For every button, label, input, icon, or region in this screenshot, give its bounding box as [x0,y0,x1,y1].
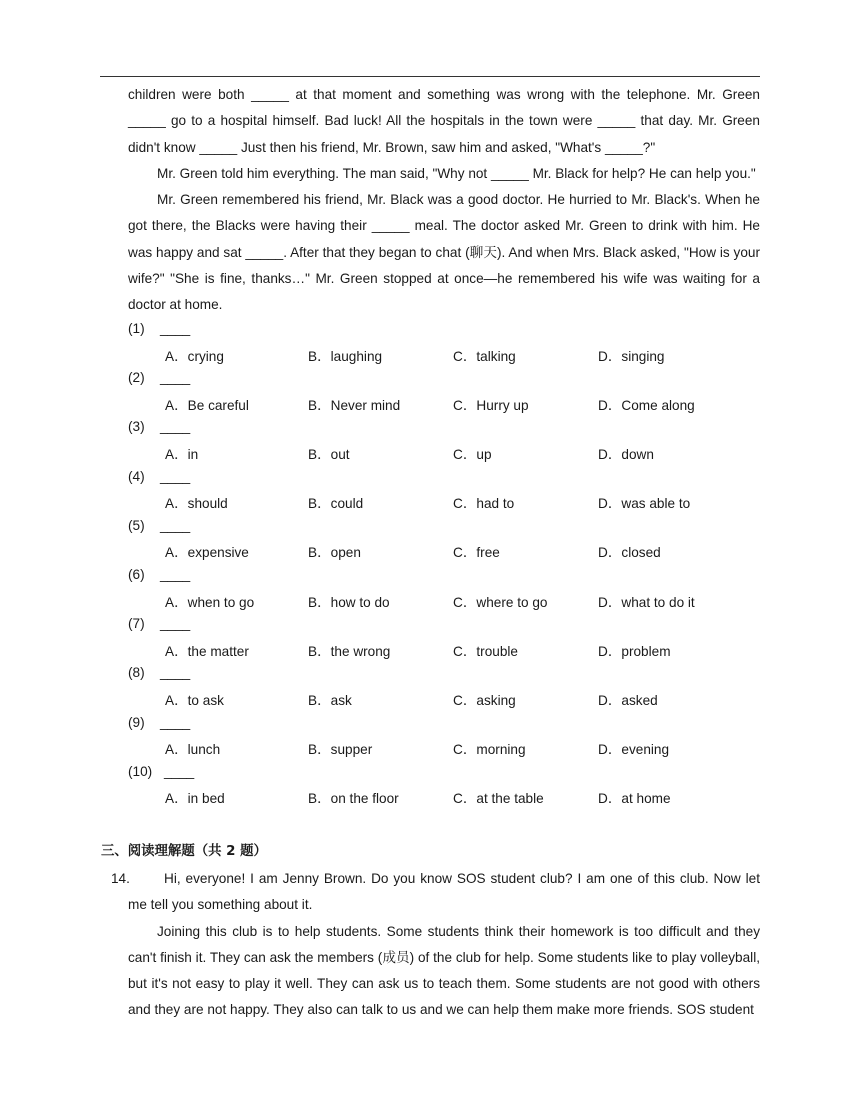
option-c[interactable]: C．had to [453,496,515,512]
option-b[interactable]: B．the wrong [308,643,391,659]
option-a[interactable]: A．Be careful [165,397,249,413]
option-a[interactable]: A．crying [165,348,224,364]
option-c[interactable]: C．asking [453,692,516,708]
option-d[interactable]: D．Come along [598,397,695,413]
answer-blank[interactable]: ____ [160,714,191,730]
question-row [128,317,768,342]
answer-blank[interactable]: ____ [160,370,191,386]
option-c[interactable]: C．free [453,545,500,561]
option-a[interactable]: A．in [165,446,199,462]
option-d[interactable]: D．asked [598,692,658,708]
header-rule [100,76,760,77]
question-number: 14. [111,871,130,886]
option-d[interactable]: D．was able to [598,496,691,512]
option-c[interactable]: C．morning [453,742,526,758]
option-d[interactable]: D．singing [598,348,665,364]
question-row [128,760,768,785]
options-row [128,784,768,809]
option-d[interactable]: D．closed [598,545,661,561]
answer-blank[interactable]: ____ [160,321,191,336]
options-row [128,391,768,416]
question-row [128,514,768,539]
answer-blank[interactable]: ____ [160,517,191,533]
passage-paragraph-2: Mr. Green told him everything. The man said, "Why not _____ Mr. Black for help? He can help you." [157,165,756,181]
option-a[interactable]: A．expensive [165,545,249,561]
answer-blank[interactable]: ____ [160,468,191,484]
q14-paragraph-2: Joining this club is to help students. Some students think their homework is too difficult and they can't finish it. They can ask the members (成员) of the club for help. Some students like to play volleyball, but it's not easy to play it well. They can ask us to teach them. Some students are not good with others and they are not happy. They also can talk to us and we can help them make more friends. SOS student [128,923,760,1018]
option-c[interactable]: C．up [453,446,492,462]
option-c[interactable]: C．trouble [453,643,518,659]
option-c[interactable]: C．at the table [453,791,544,807]
options-row [128,686,768,711]
option-a[interactable]: A．should [165,496,228,512]
options-row [128,538,768,563]
section-title: 三、阅读理解题（共 2 题） [101,844,267,859]
option-d[interactable]: D．at home [598,791,671,807]
question-number: (5) [128,517,145,533]
option-b[interactable]: B．Never mind [308,397,401,413]
answer-blank[interactable]: ____ [164,763,195,779]
option-d[interactable]: D．down [598,446,654,462]
question-row [128,465,768,490]
option-b[interactable]: B．open [308,545,361,561]
answer-blank[interactable]: ____ [160,665,191,681]
option-a[interactable]: A．when to go [165,594,255,610]
option-b[interactable]: B．ask [308,692,352,708]
options-row [128,342,768,367]
option-b[interactable]: B．supper [308,742,373,758]
answer-blank[interactable]: ____ [160,616,191,632]
option-b[interactable]: B．on the floor [308,791,399,807]
question-number: (7) [128,616,145,632]
question-list [128,317,768,809]
question-number: (3) [128,419,145,435]
answer-blank[interactable]: ____ [160,419,191,435]
option-a[interactable]: A．lunch [165,742,221,758]
option-c[interactable]: C．talking [453,348,516,364]
cloze-passage [128,82,760,319]
option-b[interactable]: B．laughing [308,348,383,364]
passage-paragraph-3: Mr. Green remembered his friend, Mr. Black was a good doctor. He hurried to Mr. Black's. When he got there, the Blacks were having their _____ meal. The doctor asked Mr. Green to drink with him. He was happy and sat _____. After that they began to chat (聊天). And when Mrs. Black asked, "How is your wife?" "She is fine, thanks…" Mr. Green stopped at once—he remembered his wife was waiting for a doctor at home. [128,192,760,313]
question-number: (6) [128,566,145,582]
options-row [128,637,768,662]
option-c[interactable]: C．where to go [453,594,548,610]
passage-paragraph-1: children were both _____ at that moment and something was wrong with the telephone. Mr. Green _____ go to a hospital himself. Bad luck! All the hospitals in the town were _____ that day. Mr. Green didn't know _____ Just then his friend, Mr. Brown, saw him and asked, "What's _____?" [128,87,760,155]
option-b[interactable]: B．how to do [308,594,390,610]
question-number: (9) [128,714,145,730]
question-number: (4) [128,468,145,484]
options-row [128,735,768,760]
options-row [128,588,768,613]
question-number: (8) [128,665,145,681]
question-row [128,661,768,686]
question-row [128,415,768,440]
question-number: (10) [128,763,153,779]
question-number: (1) [128,321,145,336]
q14-paragraph-1: Hi, everyone! I am Jenny Brown. Do you know SOS student club? I am one of this club. Now let me tell you something about it. [128,871,760,913]
answer-blank[interactable]: ____ [160,566,191,582]
question-row [128,612,768,637]
option-a[interactable]: A．to ask [165,692,224,708]
option-a[interactable]: A．in bed [165,791,225,807]
question-row [128,563,768,588]
option-d[interactable]: D．problem [598,643,671,659]
question-row [128,366,768,391]
question-number: (2) [128,370,145,386]
options-row [128,489,768,514]
option-d[interactable]: D．what to do it [598,594,695,610]
option-b[interactable]: B．out [308,446,350,462]
option-a[interactable]: A．the matter [165,643,249,659]
question-14 [111,866,760,1024]
option-b[interactable]: B．could [308,496,364,512]
option-c[interactable]: C．Hurry up [453,397,529,413]
options-row [128,440,768,465]
option-d[interactable]: D．evening [598,742,670,758]
question-row [128,711,768,736]
